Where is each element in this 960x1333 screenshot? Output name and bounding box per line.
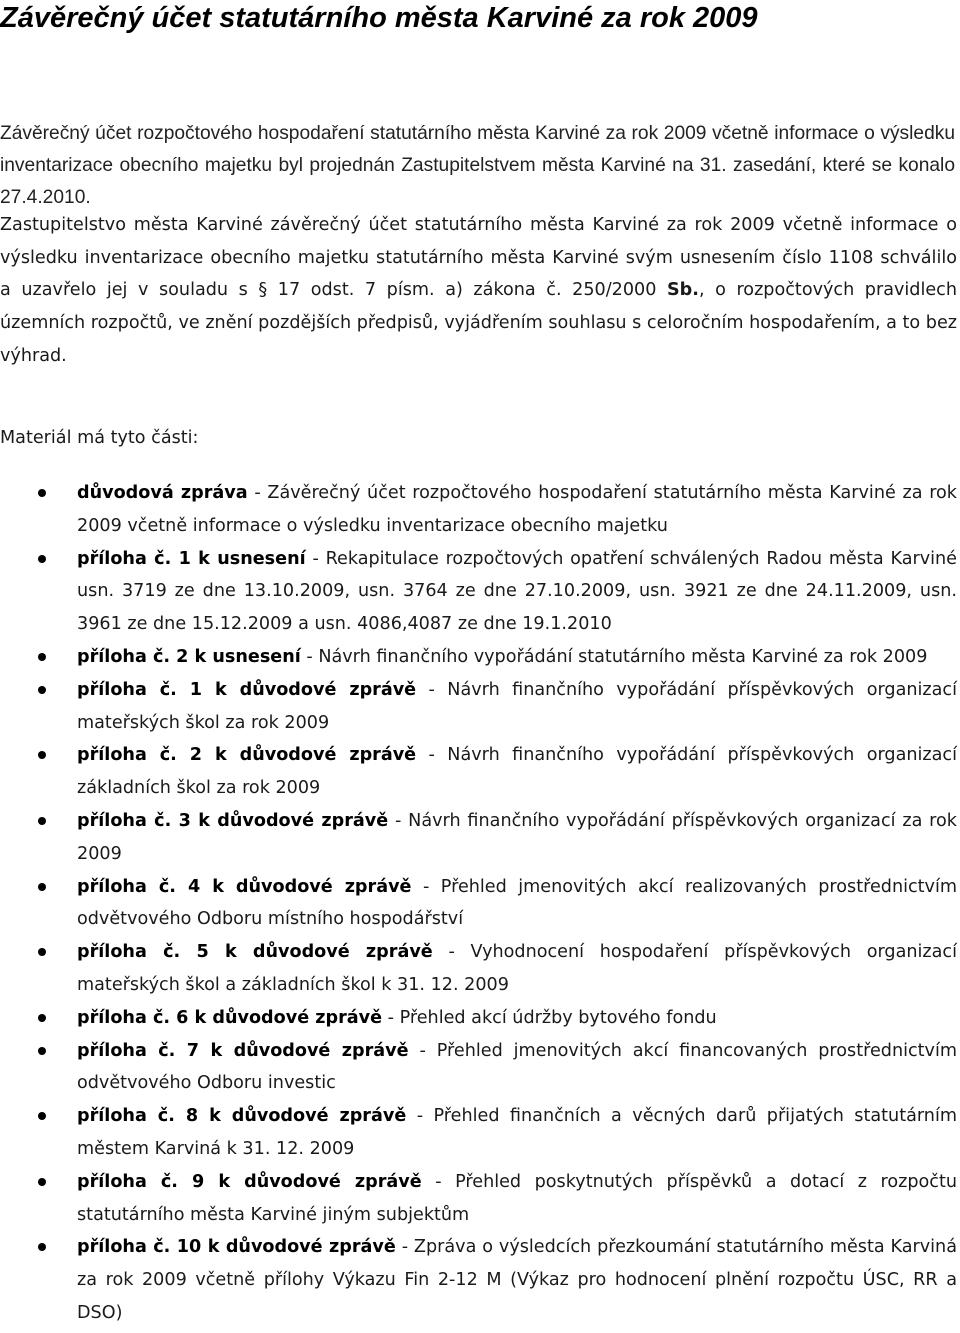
list-item-label: příloha č. 6 k důvodové zprávě [77, 1007, 383, 1028]
list-item-label: důvodová zpráva [77, 483, 248, 503]
list-item-text: - Přehled finančních a věcných darů přijatých statutárním městem Karviná k 31. 12. 2009 [77, 1106, 957, 1159]
bullet-icon [38, 555, 46, 563]
list-item-label: příloha č. 4 k důvodové zprávě [77, 876, 412, 897]
list-item [0, 477, 957, 543]
list-item-label: příloha č. 3 k důvodové zprávě [77, 810, 389, 831]
bullet-icon [38, 1112, 46, 1120]
bullet-icon [38, 751, 46, 759]
list-item [0, 1035, 957, 1101]
list-item-label: příloha č. 8 k důvodové zprávě [77, 1106, 407, 1127]
list-item-label: příloha č. 1 k usnesení [77, 548, 306, 569]
list-item-label: příloha č. 2 k usnesení [77, 646, 301, 667]
list-item-label: příloha č. 2 k důvodové zprávě [77, 745, 417, 766]
list-item-text: - Návrh finančního vypořádání příspěvkových organizací základních škol za rok 2009 [77, 745, 957, 799]
bullet-icon [38, 1243, 46, 1251]
list-item [0, 739, 957, 805]
list-item [0, 1231, 957, 1329]
list-item-label: příloha č. 5 k důvodové zprávě [77, 942, 433, 963]
list-item-text: - Rekapitulace rozpočtových opatření schválených Radou města Karviné usn. 3719 ze dne 13.10.2009, usn. 3764 ze dne 27.10.2009, usn. 3921 ze dne 24.11.2009, usn. 3961 ze dne 15.12.2009 a usn. 4086,4087 ze dne 19.1.2010 [77, 548, 957, 635]
parts-list [0, 477, 957, 1330]
bullet-icon [38, 817, 46, 825]
list-item [0, 805, 957, 871]
intro-paragraph: Závěrečný účet rozpočtového hospodaření statutárního města Karviné za rok 2009 včetně informace o výsledku inventarizace obecního majetku byl projednán Zastupitelstvem města Karviné na 31. zasedání, které se konalo 27.4.2010. [0, 123, 955, 208]
page-title: Závěrečný účet statutárního města Karviné za rok 2009 [0, 2, 758, 34]
list-item-text: - Zpráva o výsledcích přezkoumání statutárního města Karviná za rok 2009 včetně přílohy Výkazu Fin 2-12 M (Výkaz pro hodnocení plnění rozpočtu ÚSC, RR a DSO) [77, 1237, 957, 1323]
bullet-icon [38, 1178, 46, 1186]
list-item-text: - Návrh finančního vypořádání příspěvkových organizací mateřských škol za rok 2009 [77, 679, 957, 733]
list-item-text: - Přehled poskytnutých příspěvků a dotací z rozpočtu statutárního města Karviné jiným subjektům [77, 1171, 957, 1225]
list-item-label: příloha č. 9 k důvodové zprávě [77, 1171, 422, 1192]
list-item-text: - Vyhodnocení hospodaření příspěvkových organizací mateřských škol a základních škol k 31. 12. 2009 [77, 942, 957, 995]
bullet-icon [38, 883, 46, 891]
bullet-icon [38, 948, 46, 956]
parts-heading: Materiál má tyto části: [0, 428, 199, 448]
list-item [0, 871, 957, 937]
list-item-text: - Přehled jmenovitých akcí financovaných prostřednictvím odvětvového Odboru investic [77, 1040, 957, 1094]
resolution-paragraph [0, 209, 957, 373]
list-item-label: příloha č. 7 k důvodové zprávě [77, 1040, 409, 1061]
bullet-icon [38, 686, 46, 694]
list-item-text: - Přehled akcí údržby bytového fondu [382, 1007, 717, 1028]
list-item [0, 1166, 957, 1232]
resolution-text-bold: Sb. [667, 280, 699, 301]
list-item [0, 1100, 957, 1166]
bullet-icon [38, 1014, 46, 1022]
list-item [0, 1002, 957, 1035]
bullet-icon [38, 489, 46, 497]
list-item-text: - Návrh finančního vypořádání příspěvkových organizací za rok 2009 [77, 810, 957, 864]
resolution-text-after: , o rozpočtových pravidlech územních rozpočtů, ve znění pozdějších předpisů, vyjádřením souhlasu s celoročním hospodařením, a to bez výhrad. [0, 280, 957, 366]
list-item [0, 543, 957, 641]
list-item-text: - Přehled jmenovitých akcí realizovaných prostřednictvím odvětvového Odboru místního hospodářství [77, 876, 957, 930]
resolution-text-before: Zastupitelstvo města Karviné závěrečný účet statutárního města Karviné za rok 2009 včetně informace o výsledku inventarizace obecního majetku statutárního města Karviné svým usnesením číslo 1108 schválilo a uzavřelo jej v souladu s § 17 odst. 7 písm. a) zákona č. 250/2000 [0, 215, 957, 301]
list-item-label: příloha č. 1 k důvodové zprávě [77, 679, 417, 700]
bullet-icon [38, 653, 46, 661]
list-item-text: - Závěrečný účet rozpočtového hospodaření statutárního města Karviné za rok 2009 včetně informace o výsledku inventarizace obecního majetku [77, 483, 957, 536]
list-item [0, 674, 957, 740]
list-item-label: příloha č. 10 k důvodové zprávě [77, 1237, 396, 1258]
list-item-text: - Návrh finančního vypořádání statutárního města Karviné za rok 2009 [300, 646, 928, 667]
bullet-icon [38, 1047, 46, 1055]
list-item [0, 936, 957, 1002]
list-item [0, 641, 957, 674]
